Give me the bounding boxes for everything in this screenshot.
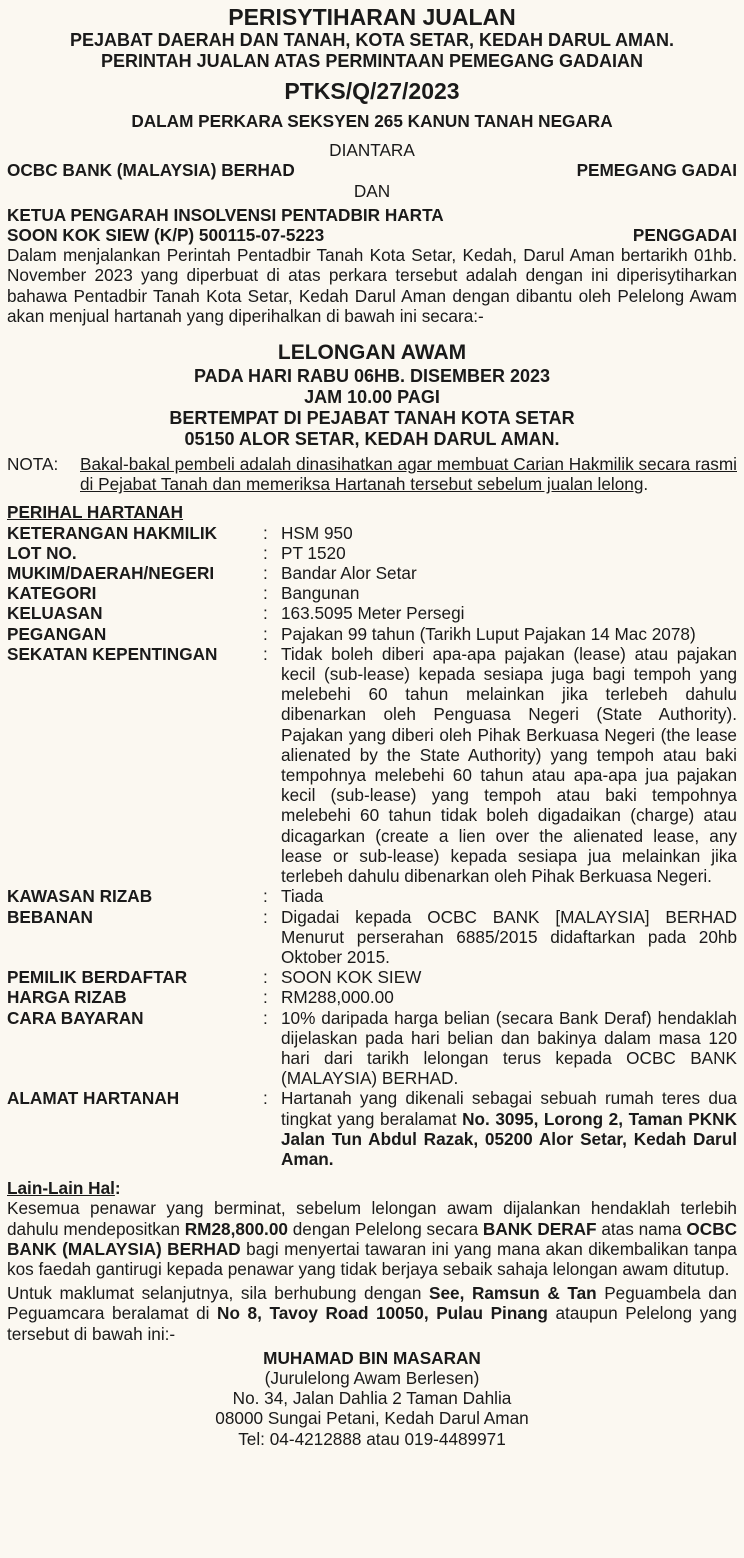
property-colon: :	[263, 967, 268, 988]
property-address-row	[7, 1088, 737, 1169]
property-value: PT 1520	[281, 542, 346, 563]
property-colon: :	[263, 583, 268, 604]
matter-line: DALAM PERKARA SEKSYEN 265 KANUN TANAH NEGARA	[131, 111, 613, 131]
nota-label: NOTA:	[7, 454, 59, 475]
intro-paragraph: Dalam menjalankan Perintah Pentadbir Tanah Kota Setar, Kedah, Darul Aman bertarikh 01hb. November 2023 yang diperbuat di atas perkara tersebut adalah dengan ini diperisytiharkan bahawa Pentadbir Tanah Kota Setar, Kedah Darul Aman dengan dibantu oleh Pelelong Awam akan menjual hartanah yang diperihalkan di bawah ini secara:-	[7, 245, 737, 326]
auctioneer-address1: No. 34, Jalan Dahlia 2 Taman Dahlia	[232, 1388, 512, 1409]
property-colon: :	[263, 623, 268, 644]
property-address	[281, 1088, 737, 1169]
property-colon: :	[263, 1007, 268, 1028]
notice-title: PERISYTIHARAN JUALAN	[228, 4, 516, 30]
chargee-role: PEMEGANG GADAI	[576, 160, 737, 181]
auctioneer-address2: 08000 Sungai Petani, Kedah Darul Aman	[215, 1408, 529, 1429]
property-key: KAWASAN RIZAB	[7, 886, 153, 907]
property-heading: PERIHAL HARTANAH	[7, 502, 184, 523]
p1-c: atas nama	[596, 1218, 687, 1239]
property-value: Tiada	[281, 886, 324, 907]
property-value: 10% daripada harga belian (secara Bank Deraf) hendaklah dijelaskan pada hari belian dan bakinya dalam masa 120 hari dari tarikh lelongan terus kepada OCBC BANK (MALAYSIA) BERHAD.	[281, 1007, 737, 1089]
property-colon: :	[263, 603, 268, 624]
and-label: DAN	[353, 180, 391, 201]
property-value: Bangunan	[281, 583, 360, 604]
order-title: PERINTAH JUALAN ATAS PERMINTAAN PEMEGANG GADAIAN	[100, 51, 643, 71]
other-heading-colon: :	[114, 1178, 121, 1199]
property-key: ALAMAT HARTANAH	[7, 1088, 180, 1109]
property-value: Bandar Alor Setar	[281, 563, 417, 584]
property-key: HARGA RIZAB	[7, 987, 127, 1008]
deposit-amount: RM28,800.00	[184, 1218, 288, 1239]
property-key: LOT NO.	[7, 542, 77, 563]
chargor-name: SOON KOK SIEW (K/P) 500115-07-5223	[7, 225, 325, 246]
property-colon: :	[263, 1088, 268, 1109]
chargor-row	[7, 225, 737, 245]
property-key: PEMILIK BERDAFTAR	[7, 967, 188, 988]
nota	[7, 454, 737, 494]
auctioneer-block	[7, 1348, 737, 1449]
auction-venue-postcode: 05150 ALOR SETAR, KEDAH DARUL AMAN.	[184, 429, 560, 450]
property-colon: :	[263, 906, 268, 927]
property-value: 163.5095 Meter Persegi	[281, 603, 465, 624]
property-colon: :	[263, 563, 268, 584]
chargor-role: PENGGADAI	[632, 225, 737, 246]
office-name: PEJABAT DAERAH DAN TANAH, KOTA SETAR, KEDAH DARUL AMAN.	[70, 30, 674, 50]
auction-time: JAM 10.00 PAGI	[304, 387, 440, 408]
deposit-paragraph	[7, 1198, 737, 1279]
auction-date: PADA HARI RABU 06HB. DISEMBER 2023	[193, 366, 551, 387]
deposit-method: BANK DERAF	[482, 1218, 597, 1239]
between-label: DIANTARA	[329, 140, 415, 161]
address-prefix: Hartanah yang dikenali sebagai sebuah rumah teres dua tingkat yang beralamat	[281, 1088, 737, 1129]
law-firm: See, Ramsun & Tan	[429, 1283, 597, 1304]
p2-a: Untuk maklumat selanjutnya, sila berhubung dengan	[7, 1283, 429, 1304]
chargee-row	[7, 160, 737, 180]
p1-b: dengan Pelelong secara	[287, 1218, 483, 1239]
property-key: BEBANAN	[7, 906, 93, 927]
property-value: Pajakan 99 tahun (Tarikh Luput Pajakan 14 Mac 2078)	[281, 623, 696, 644]
other-heading: Lain-Lain Hal	[7, 1178, 115, 1199]
p2-c: ataupun Pelelong yang tersebut di bawah ini:-	[7, 1303, 737, 1344]
property-colon: :	[263, 542, 268, 563]
property-value: Tidak boleh diberi apa-apa pajakan (lease) atau pajakan kecil (sub-lease) kepada sesiapa juga bagi tempoh yang melebehi 60 tahun melainkan jika terlebeh dahulu dibenarkan oleh Penguasa Negeri (State Authority). Pajakan yang diberi oleh Pihak Berkuasa Negeri (the lease alienated by the State Authority) yang tempoh atau baki tempohnya melebehi 60 tahun atau apa-apa jua pajakan kecil (sub-lease) yang tempoh atau baki tempohnya melebehi 60 tahun tidak boleh digadaikan (charge) atau dicagarkan (create a lien over the alienated lease, any lease or sub-lease) kepada sesiapa jua melainkan jika terlebeh dahulu dibenarkan oleh Pihak Berkuasa Negeri.	[281, 643, 737, 887]
auctioneer-title: (Jurulelong Awam Berlesen)	[264, 1367, 480, 1388]
law-firm-address: No 8, Tavoy Road 10050, Pulau Pinang	[217, 1303, 548, 1324]
auction-title: LELONGAN AWAM	[277, 341, 467, 365]
p1-d: bagi menyertai tawaran ini yang mana akan dikembalikan tanpa kos faedah gantirugi kepada penawar yang tidak berjaya sebaik sahaja lelongan awam ditutup.	[7, 1238, 737, 1279]
property-colon: :	[263, 886, 268, 907]
contact-paragraph	[7, 1283, 737, 1344]
property-colon: :	[263, 522, 268, 543]
property-key: MUKIM/DAERAH/NEGERI	[7, 563, 215, 584]
property-colon: :	[263, 643, 268, 664]
property-key: PEGANGAN	[7, 623, 107, 644]
auctioneer-phone: Tel: 04-4212888 atau 019-4489971	[238, 1428, 506, 1449]
deposit-bank: OCBC BANK (MALAYSIA) BERHAD	[7, 1218, 738, 1259]
auctioneer-name: MUHAMAD BIN MASARAN	[263, 1347, 481, 1368]
property-value: Digadai kepada OCBC BANK [MALAYSIA] BERHAD Menurut perserahan 6885/2015 didaftarkan pada 20hb Oktober 2015.	[281, 906, 737, 967]
property-key: KATEGORI	[7, 583, 97, 604]
property-key: KETERANGAN HAKMILIK	[7, 522, 218, 543]
other-heading-row	[7, 1178, 737, 1198]
auction-venue: BERTEMPAT DI PEJABAT TANAH KOTA SETAR	[169, 408, 575, 429]
property-value: HSM 950	[281, 522, 353, 543]
property-value: SOON KOK SIEW	[281, 967, 422, 988]
property-table	[7, 523, 737, 1089]
p1-a: Kesemua penawar yang berminat, sebelum lelongan awam dijalankan hendaklah terlebih dahulu mendepositkan	[7, 1198, 737, 1239]
reference-number: PTKS/Q/27/2023	[284, 78, 460, 104]
address-text: No. 3095, Lorong 2, Taman PKNK Jalan Tun Abdul Razak, 05200 Alor Setar, Kedah Darul Aman.	[281, 1108, 737, 1169]
chargor-line1: KETUA PENGARAH INSOLVENSI PENTADBIR HARTA	[7, 204, 444, 225]
property-value: RM288,000.00	[281, 987, 394, 1008]
nota-text: Bakal-bakal pembeli adalah dinasihatkan agar membuat Carian Hakmilik secara rasmi di Pejabat Tanah dan memeriksa Hartanah tersebut sebelum jualan lelong	[80, 454, 737, 495]
nota-end: .	[643, 474, 649, 495]
property-key: CARA BAYARAN	[7, 1007, 144, 1028]
p2-b: Peguambela dan Peguamcara beralamat di	[7, 1283, 737, 1324]
property-colon: :	[263, 987, 268, 1008]
property-key: SEKATAN KEPENTINGAN	[7, 643, 218, 664]
chargee-name: OCBC BANK (MALAYSIA) BERHAD	[7, 160, 295, 181]
nota-body	[80, 454, 737, 494]
property-key: KELUASAN	[7, 603, 103, 624]
